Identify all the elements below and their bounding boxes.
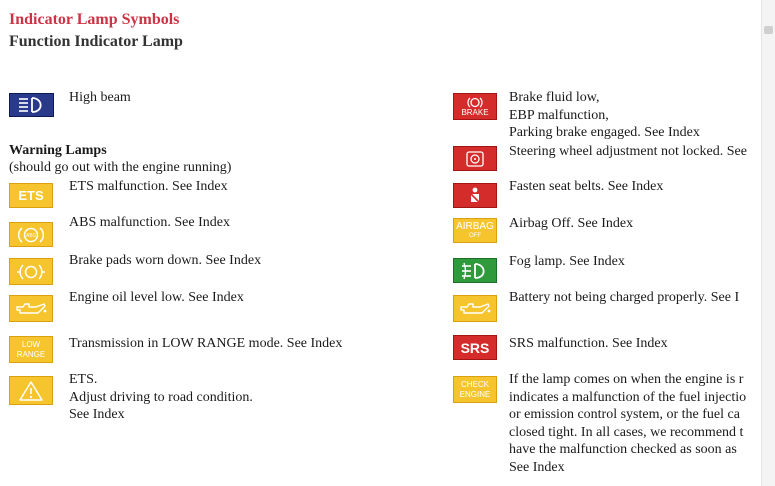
caution-triangle-icon: [9, 376, 53, 405]
high-beam-icon: [9, 93, 54, 117]
svg-text:ABS: ABS: [25, 232, 37, 239]
srs-icon: SRS: [453, 335, 497, 360]
battery-description: Battery not being charged properly. See I: [509, 290, 740, 305]
seat-belt-icon: [453, 183, 497, 208]
page-subtitle: Function Indicator Lamp: [9, 33, 183, 50]
high-beam-description: High beam: [69, 90, 131, 105]
brake-pad-icon: [9, 258, 53, 285]
scrollbar-thumb[interactable]: [764, 26, 773, 34]
abs-icon: [9, 222, 53, 247]
check-engine-description: If the lamp comes on when the engine is r indicates a malfunction of the fuel injectio or emission control system, or the fuel ca closed tight. In all cases, we recommend t have the malfunction checked as soon as See Index: [509, 372, 747, 475]
engine-oil-description: Engine oil level low. See Index: [69, 290, 244, 305]
oil-can-icon: [9, 295, 53, 322]
oil-can-icon-battery-row: [453, 295, 497, 322]
brake-pads-description: Brake pads worn down. See Index: [69, 253, 262, 268]
check-engine-icon: CHECK ENGINE: [453, 376, 497, 403]
page-title: Indicator Lamp Symbols: [9, 11, 180, 28]
brake-description: Brake fluid low, EBP malfunction, Parking brake engaged. See Index: [509, 90, 700, 140]
steering-wheel-icon: [453, 146, 497, 171]
abs-description: ABS malfunction. See Index: [69, 215, 230, 230]
fog-lamp-icon: [453, 258, 497, 283]
warning-lamps-note: (should go out with the engine running): [9, 160, 232, 175]
low-range-description: Transmission in LOW RANGE mode. See Index: [69, 336, 343, 351]
srs-description: SRS malfunction. See Index: [509, 336, 668, 351]
airbag-icon: AIRBAG OFF: [453, 218, 497, 243]
ets-description: ETS malfunction. See Index: [69, 179, 228, 194]
warning-lamps-heading: Warning Lamps: [9, 143, 107, 158]
seat-belts-description: Fasten seat belts. See Index: [509, 179, 664, 194]
airbag-description: Airbag Off. See Index: [509, 216, 634, 231]
ets-icon: ETS: [9, 183, 53, 208]
ets-caution-description: ETS. Adjust driving to road condition. See Index: [69, 372, 253, 422]
steering-description: Steering wheel adjustment not locked. See: [509, 144, 747, 159]
fog-lamp-description: Fog lamp. See Index: [509, 254, 625, 269]
vertical-scrollbar[interactable]: [761, 0, 775, 486]
low-range-icon: LOW RANGE: [9, 336, 53, 363]
brake-icon: BRAKE: [453, 93, 497, 120]
